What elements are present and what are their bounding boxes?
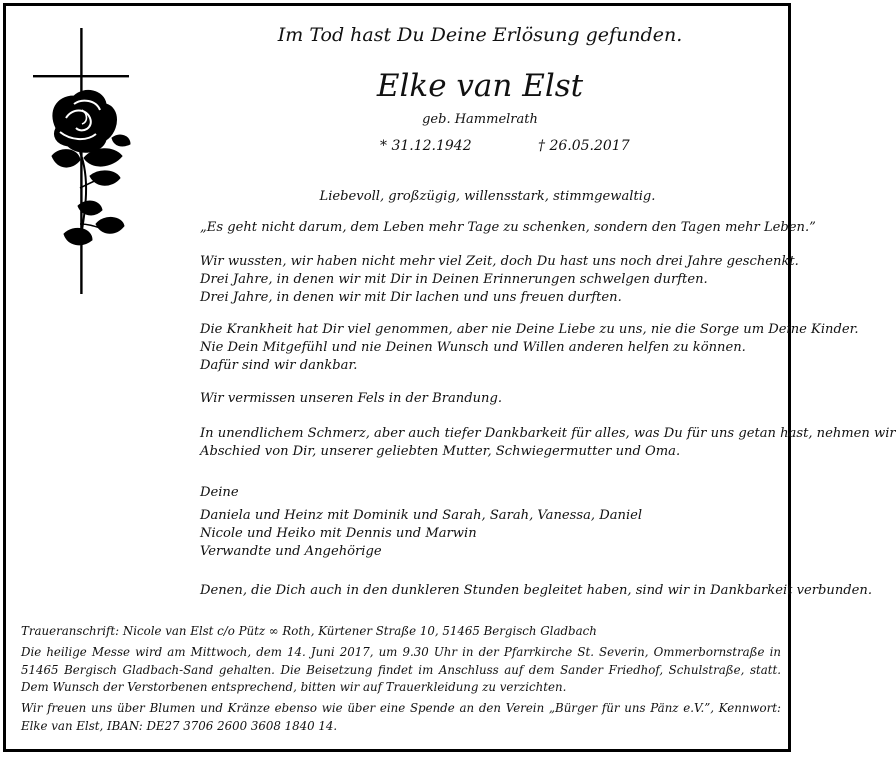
footer-service: Die heilige Messe wird am Mittwoch, dem 14. Juni 2017, um 9.30 Uhr in der Pfarrkirche St. Severin, Ommerbornstraße in 51465 Bergisch Gladbach-Sand gehalten. Die Beisetzung findet im Anschluss auf dem Sander Friedhof, Schulstraße, statt. Dem Wunsch der Verstorbenen entsprechend, bitten wir auf Trauerkleidung zu verzichten. [21, 645, 781, 694]
signature-intro: Deine [200, 485, 239, 500]
text-line: Dafür sind wir dankbar. [200, 358, 358, 374]
family-line: Verwandte und Angehörige [200, 544, 382, 560]
text-line: Wir wussten, wir haben nicht mehr viel Zeit, doch Du hast uns noch drei Jahre geschenkt. [200, 254, 799, 269]
text-line: Abschied von Dir, unserer geliebten Mutter, Schwiegermutter und Oma. [200, 444, 681, 460]
family-line: Nicole und Heiko mit Dennis und Marwin [200, 526, 477, 542]
death-date: † 26.05.2017 [538, 138, 630, 154]
paragraph-illness [200, 321, 859, 376]
text-line: Die Krankheit hat Dir viel genommen, aber nie Deine Liebe zu uns, nie die Sorge um Deine Kinder. [200, 322, 859, 337]
birth-date: * 31.12.1942 [380, 138, 472, 154]
paragraph-time [200, 253, 799, 308]
tribute-line: Liebevoll, großzügig, willensstark, stimmgewaltig. [319, 189, 656, 204]
text-line: In unendlichem Schmerz, aber auch tiefer Dankbarkeit für alles, was Du für uns getan hast, nehmen wir [200, 426, 896, 441]
text-line: Nie Dein Mitgefühl und nie Deinen Wunsch und Willen anderen helfen zu können. [200, 340, 746, 356]
quote: „Es geht nicht darum, dem Leben mehr Tage zu schenken, sondern den Tagen mehr Leben.” [200, 220, 816, 235]
cross-with-rose-icon [30, 28, 140, 298]
farewell-paragraph [200, 425, 896, 461]
text-line: Drei Jahre, in denen wir mit Dir in Deinen Erinnerungen schwelgen durften. [200, 272, 708, 288]
footer-donation: Wir freuen uns über Blumen und Kränze ebenso wie über eine Spende an den Verein „Bürger für uns Pänz e.V.”, Kennwort: Elke van Elst, IBAN: DE27 3706 2600 3608 1840 14. [21, 701, 781, 733]
deceased-name: Elke van Elst [376, 68, 584, 104]
closing-line: Denen, die Dich auch in den dunkleren Stunden begleitet haben, sind wir in Dankbarkeit verbunden. [200, 583, 872, 598]
text-line: Drei Jahre, in denen wir mit Dir lachen und uns freuen durften. [200, 290, 622, 306]
footer-address: Traueranschrift: Nicole van Elst c/o Pütz ∞ Roth, Kürtener Straße 10, 51465 Bergisch Gladbach [21, 624, 597, 638]
heading: Im Tod hast Du Deine Erlösung gefunden. [277, 24, 683, 46]
family-line: Daniela und Heinz mit Dominik und Sarah, Sarah, Vanessa, Daniel [200, 508, 643, 523]
rock-line: Wir vermissen unseren Fels in der Brandung. [200, 391, 502, 406]
family-list [200, 507, 775, 562]
birth-name: geb. Hammelrath [422, 112, 538, 127]
